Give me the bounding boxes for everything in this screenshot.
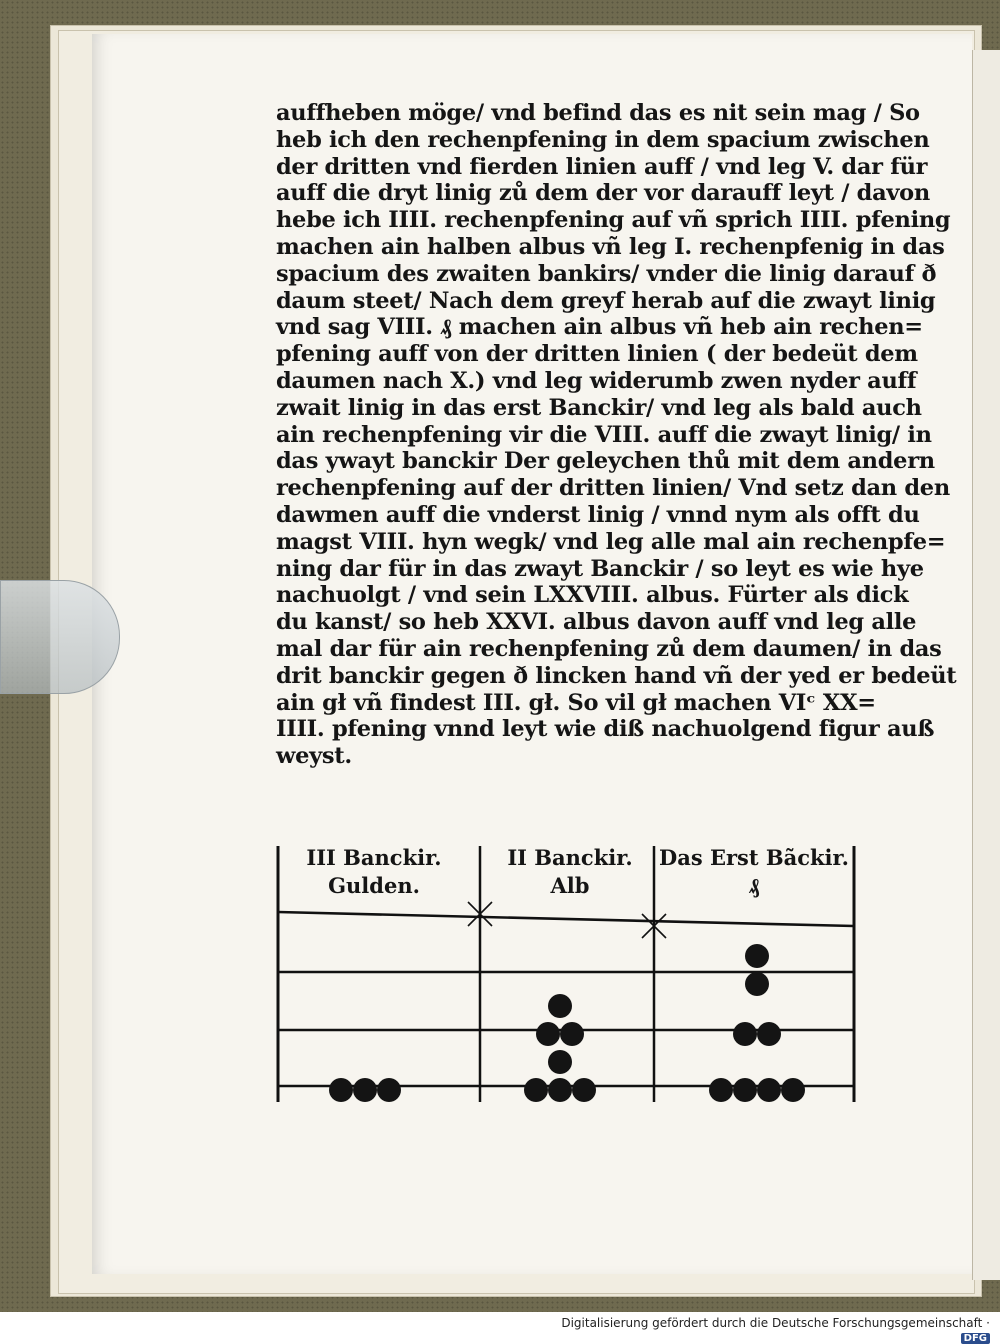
column-title: III Banckir. [306,845,442,870]
text-line: heb ich den rechenpfening in dem spacium zwischen [276,126,930,153]
text-line: das ywayt banckir Der geleychen thů mit dem andern [276,448,935,475]
rechenpfening-counter [548,1078,572,1102]
column-unit: ₰ [748,873,760,898]
column-header-gulden [284,844,464,900]
rechenpfening-counter [733,1022,757,1046]
text-line: mal dar für ain rechenpfening zů dem daumen/ in das [276,635,942,662]
column-unit: Alb [550,873,590,898]
text-line: ain rechenpfening vir die VIII. auff die zwayt linig/ in [276,421,932,448]
rechenpfening-counter [536,1022,560,1046]
rechenpfening-counter [329,1078,353,1102]
dfg-logo: DFG [961,1333,990,1344]
counting-line [278,912,854,926]
rechenpfening-counter [745,944,769,968]
text-line: machen ain halben albus vñ leg I. rechenpfenig in das [276,233,945,260]
rechenpfening-counter [353,1078,377,1102]
rechenpfening-counter [733,1078,757,1102]
rechenpfening-counter [560,1022,584,1046]
rechenpfening-counter [781,1078,805,1102]
text-line: auff die dryt linig zů dem der vor darauff leyt / davon [276,180,930,207]
text-line: auffheben möge/ vnd befind das es nit sein mag / So [276,100,920,126]
text-line: rechenpfening auf der dritten linien/ Vnd setz dan den [276,475,950,502]
text-line: ning dar für in das zwayt Banckir / so leyt es wie hye [276,555,924,582]
text-line: pfening auff von der dritten linien ( der bedeüt dem [276,341,918,368]
page-text [276,100,957,770]
column-header-alb [480,844,660,900]
text-line: du kanst/ so heb XXVI. albus davon auff vnd leg alle [276,609,917,636]
text-line: der dritten vnd fierden linien auff / vnd leg V. dar für [276,153,928,180]
column-title: Das Erst Bãckir. [659,845,849,870]
rechenpfening-counter [548,1050,572,1074]
text-line: spacium des zwaiten bankirs/ vnder die linig darauf ð [276,260,937,287]
text-line: daum steet/ Nach dem greyf herab auf die zwayt linig [276,287,936,314]
text-line: dawmen auff die vnderst linig / vnnd nym als offt du [276,501,920,528]
text-line: ain gł vñ findest III. gł. So vil gł machen VIᶜ XX= [276,689,876,716]
facing-page-edge [972,50,1000,1280]
rechenpfening-counter [709,1078,733,1102]
text-line: drit banckir gegen ð lincken hand vñ der yed er bedeüt [276,662,957,689]
rechenpfening-counter [548,994,572,1018]
counting-board-figure [270,840,860,1130]
text-line: weyst. [276,743,352,770]
text-line: vnd sag VIII. ₰ machen ain albus vñ heb ain rechen= [276,314,923,341]
column-header-pfening [656,844,852,900]
text-line: daumen nach X.) vnd leg widerumb zwen nyder auff [276,367,917,394]
page-clip [0,580,120,694]
rechenpfening-counter [524,1078,548,1102]
text-line: zwait linig in das erst Banckir/ vnd leg als bald auch [276,394,922,421]
text-line: nachuolgt / vnd sein LXXVIII. albus. Fürter als dick [276,582,909,609]
rechenpfening-counter [757,1022,781,1046]
column-unit: Gulden. [328,873,420,898]
text-line: magst VIII. hyn wegk/ vnd leg alle mal ain rechenpfe= [276,528,946,555]
rechenpfening-counter [377,1078,401,1102]
rechenpfening-counter [572,1078,596,1102]
footer-text: Digitalisierung gefördert durch die Deutsche Forschungsgemeinschaft [561,1316,983,1330]
rechenpfening-counter [757,1078,781,1102]
column-title: II Banckir. [507,845,633,870]
text-line: hebe ich IIII. rechenpfening auf vñ sprich IIII. pfening [276,207,951,234]
text-line: IIII. pfening vnnd leyt wie diß nachuolgend figur auß [276,716,935,743]
footer-credit: Digitalisierung gefördert durch die Deutsche Forschungsgemeinschaft · DFG [561,1316,990,1344]
rechenpfening-counter [745,972,769,996]
